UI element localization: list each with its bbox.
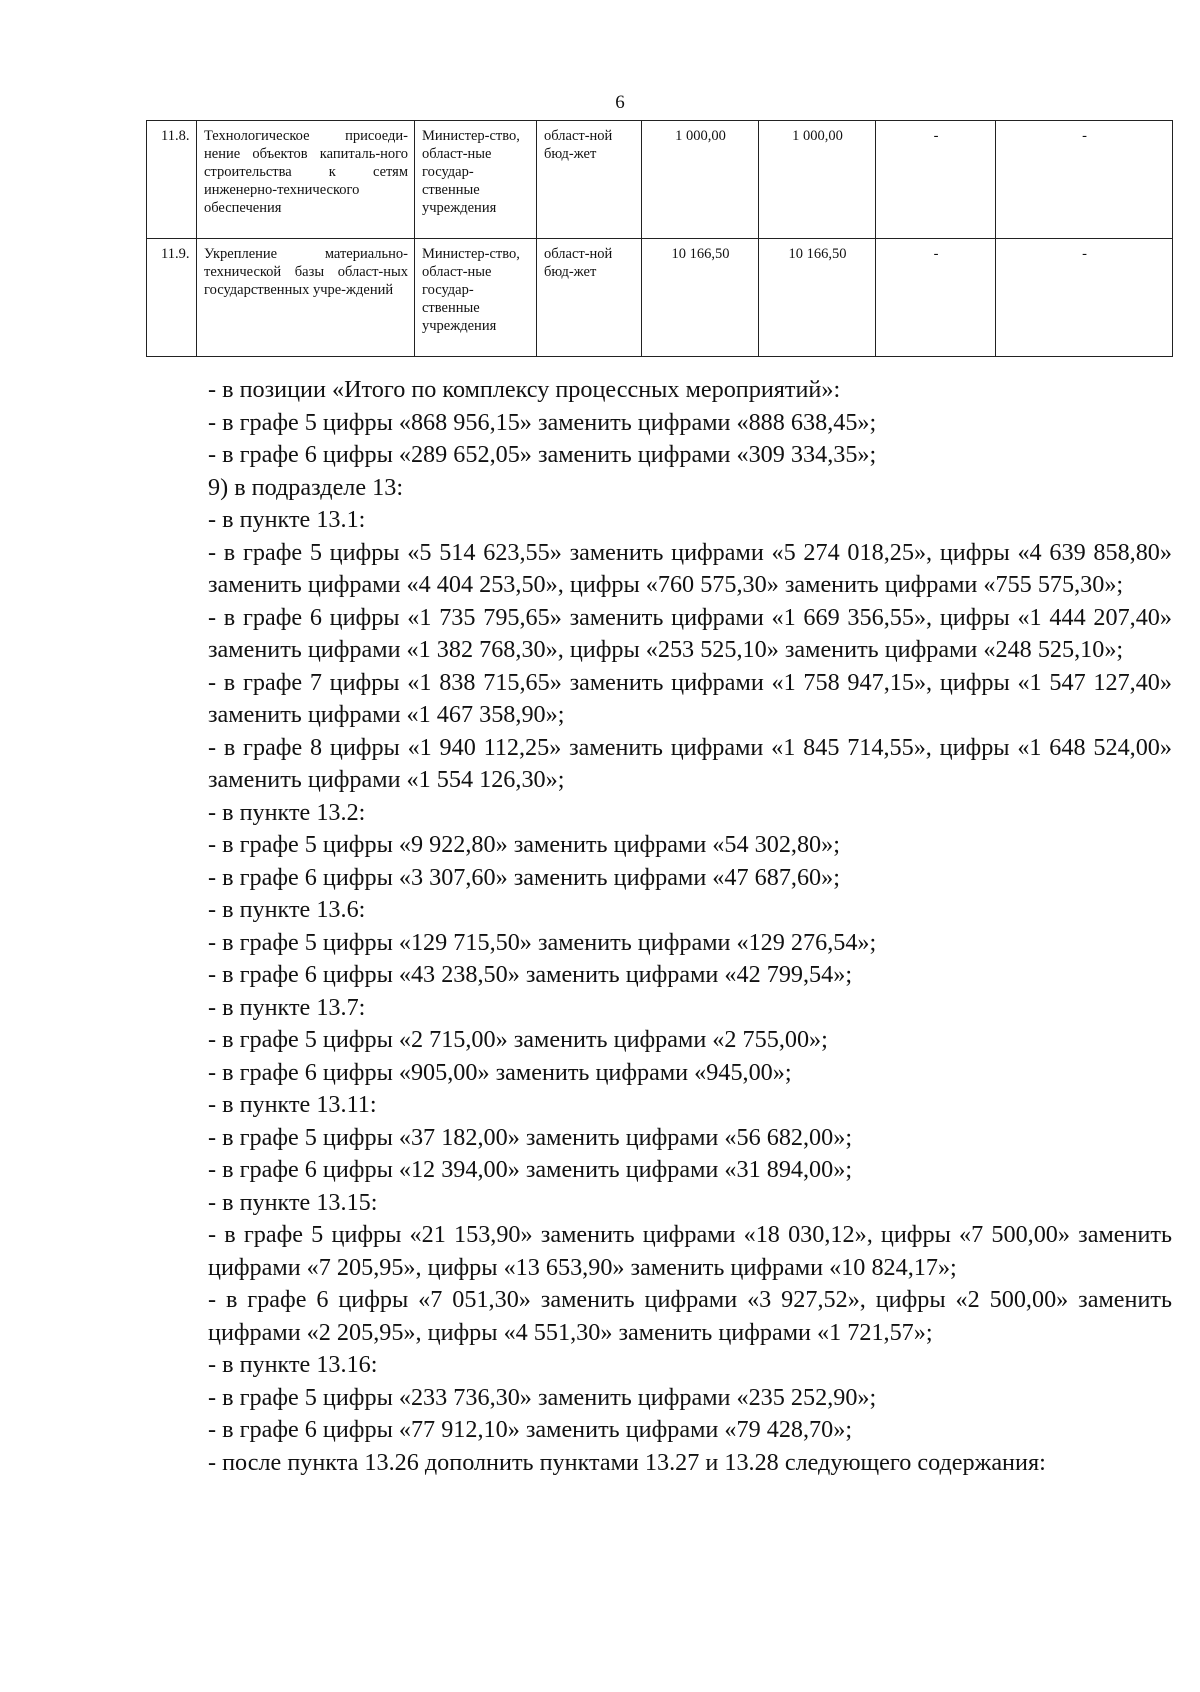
cell-number: 11.9. xyxy=(147,239,197,357)
amendment-paragraph: - в графе 5 цифры «868 956,15» заменить цифрами «888 638,45»; xyxy=(208,408,877,436)
cell-total: 1 000,00 xyxy=(642,121,759,239)
cell-year-2: - xyxy=(876,239,996,357)
amendment-paragraph: - в графе 6 цифры «3 307,60» заменить цифрами «47 687,60»; xyxy=(208,863,840,891)
amendment-paragraph: - в графе 6 цифры «77 912,10» заменить цифрами «79 428,70»; xyxy=(208,1416,853,1443)
amendment-paragraph: - в графе 5 цифры «129 715,50» заменить цифрами «129 276,54»; xyxy=(208,928,877,956)
table-row xyxy=(147,239,1173,357)
amendment-paragraph: - в пункте 13.7: xyxy=(208,993,366,1021)
amendment-paragraph: - в графе 5 цифры «21 153,90» заменить цифрами «18 030,12», цифры «7 500,00» заменить цифрами «7 205,95», цифры «13 653,90» заменить цифрами «10 824,17»; xyxy=(208,1221,1172,1281)
amendment-paragraph: - в графе 5 цифры «5 514 623,55» заменить цифрами «5 274 018,25», цифры «4 639 858,80» заменить цифрами «4 404 253,50», цифры «760 575,30» заменить цифрами «755 575,30»; xyxy=(208,538,1172,598)
cell-executor: Министер-ство, област-ные государ-ственные учреждения xyxy=(415,121,537,239)
measures-table xyxy=(146,120,1173,357)
amendment-paragraph: 9) в подразделе 13: xyxy=(208,473,404,501)
amendment-paragraph: - в графе 6 цифры «905,00» заменить цифрами «945,00»; xyxy=(208,1058,792,1086)
amendment-paragraph: - в графе 6 цифры «43 238,50» заменить цифрами «42 799,54»; xyxy=(208,961,853,988)
amendment-paragraph: - в пункте 13.2: xyxy=(208,798,366,826)
amendment-paragraph: - в графе 5 цифры «233 736,30» заменить цифрами «235 252,90»; xyxy=(208,1383,877,1411)
amendment-paragraph: - в пункте 13.16: xyxy=(208,1351,378,1378)
amendment-paragraph: - в графе 7 цифры «1 838 715,65» заменить цифрами «1 758 947,15», цифры «1 547 127,40» заменить цифрами «1 467 358,90»; xyxy=(208,668,1172,728)
amendment-paragraph: - в графе 6 цифры «1 735 795,65» заменить цифрами «1 669 356,55», цифры «1 444 207,40» заменить цифрами «1 382 768,30», цифры «253 525,10» заменить цифрами «248 525,10»; xyxy=(208,603,1172,663)
amendment-paragraph: - после пункта 13.26 дополнить пунктами 13.27 и 13.28 следующего содержания: xyxy=(208,1448,1046,1476)
amendment-paragraph: - в графе 6 цифры «289 652,05» заменить цифрами «309 334,35»; xyxy=(208,441,877,468)
amendment-paragraph: - в графе 6 цифры «12 394,00» заменить цифрами «31 894,00»; xyxy=(208,1156,853,1183)
cell-year-3: - xyxy=(996,121,1173,239)
amendment-paragraph: - в пункте 13.1: xyxy=(208,506,366,533)
cell-year-2: - xyxy=(876,121,996,239)
cell-funding-source: област-ной бюд-жет xyxy=(537,121,642,239)
amendment-paragraph: - в графе 5 цифры «2 715,00» заменить цифрами «2 755,00»; xyxy=(208,1026,828,1053)
table-row xyxy=(147,121,1173,239)
cell-year-3: - xyxy=(996,239,1173,357)
cell-year-1: 1 000,00 xyxy=(759,121,876,239)
amendment-paragraph: - в графе 6 цифры «7 051,30» заменить цифрами «3 927,52», цифры «2 500,00» заменить цифрами «2 205,95», цифры «4 551,30» заменить цифрами «1 721,57»; xyxy=(208,1286,1172,1346)
amendment-paragraph: - в графе 5 цифры «9 922,80» заменить цифрами «54 302,80»; xyxy=(208,831,840,858)
cell-year-1: 10 166,50 xyxy=(759,239,876,357)
amendment-paragraph: - в пункте 13.6: xyxy=(208,896,366,923)
amendment-paragraph: - в пункте 13.11: xyxy=(208,1091,377,1118)
cell-executor: Министер-ство, област-ные государ-ственные учреждения xyxy=(415,239,537,357)
amendments-text xyxy=(138,374,1172,1479)
cell-number: 11.8. xyxy=(147,121,197,239)
amendment-paragraph: - в графе 8 цифры «1 940 112,25» заменить цифрами «1 845 714,55», цифры «1 648 524,00» заменить цифрами «1 554 126,30»; xyxy=(208,733,1172,793)
cell-measure-name: Технологическое присоеди-нение объектов капиталь-ного строительства к сетям инженерно-технического обеспечения xyxy=(197,121,415,239)
cell-total: 10 166,50 xyxy=(642,239,759,357)
cell-measure-name: Укрепление материально-технической базы област-ных государственных учре-ждений xyxy=(197,239,415,357)
amendment-paragraph: - в пункте 13.15: xyxy=(208,1188,378,1216)
cell-funding-source: област-ной бюд-жет xyxy=(537,239,642,357)
page-number: 6 xyxy=(615,92,625,113)
amendment-paragraph: - в графе 5 цифры «37 182,00» заменить цифрами «56 682,00»; xyxy=(208,1123,853,1151)
amendment-paragraph: - в позиции «Итого по комплексу процессных мероприятий»: xyxy=(208,376,841,403)
